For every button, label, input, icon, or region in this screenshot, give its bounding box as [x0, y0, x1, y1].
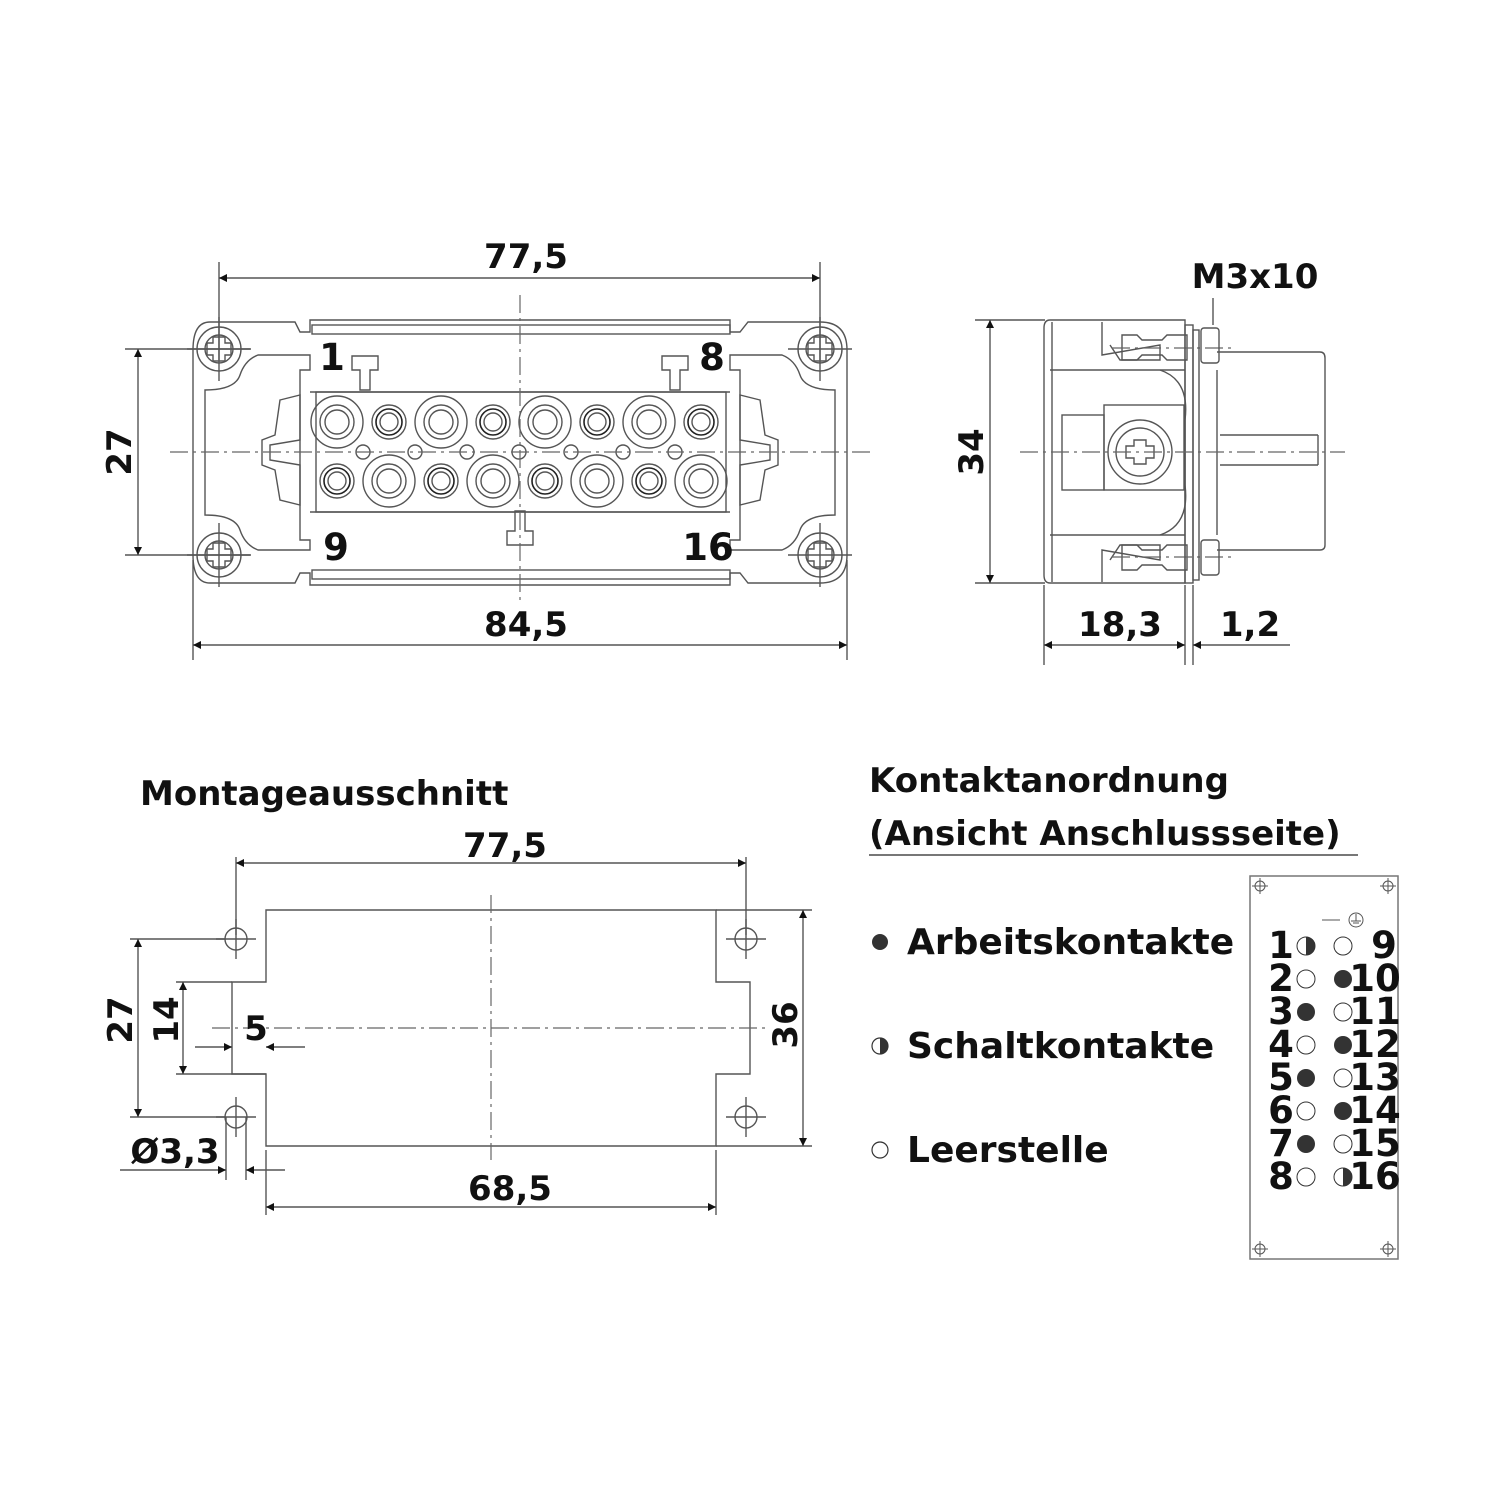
pin-label-10: 10	[1349, 957, 1401, 1000]
front-pin-label-1: 1	[319, 336, 345, 379]
mounting-cutout	[101, 774, 812, 1215]
pin-label-9: 9	[1371, 924, 1397, 967]
pin-label-4: 4	[1268, 1023, 1294, 1066]
ground-icon	[1322, 913, 1363, 927]
cutout-dim-27: 27	[101, 996, 141, 1044]
front-pin-label-16: 16	[682, 526, 734, 569]
contact-title-line2: (Ansicht Anschlussseite)	[869, 814, 1341, 854]
legend-half	[872, 1026, 1214, 1067]
side-view	[952, 257, 1345, 665]
pin-label-7: 7	[1268, 1122, 1294, 1165]
pin-4-empty-icon	[1297, 1036, 1315, 1054]
side-dim-height: 34	[952, 428, 992, 476]
front-dim-top: 77,5	[484, 237, 568, 277]
cutout-dim-5: 5	[244, 1009, 268, 1049]
half-contact-icon	[872, 1038, 888, 1054]
front-pin-label-8: 8	[699, 336, 725, 379]
pin-label-14: 14	[1349, 1089, 1401, 1132]
legend-filled	[872, 922, 1234, 963]
pin-3-filled-icon	[1297, 1003, 1315, 1021]
pin-label-2: 2	[1268, 957, 1294, 1000]
empty-contact-icon	[872, 1142, 888, 1158]
pin-label-3: 3	[1268, 990, 1294, 1033]
pin-7-filled-icon	[1297, 1135, 1315, 1153]
contact-arrangement	[869, 761, 1401, 1259]
cutout-dim-hole: Ø3,3	[130, 1132, 220, 1172]
front-dim-bottom: 84,5	[484, 605, 568, 645]
front-view	[100, 237, 870, 660]
screw-label: M3x10	[1191, 257, 1319, 297]
pin-2-empty-icon	[1297, 970, 1315, 988]
contact-title-line1: Kontaktanordnung	[869, 761, 1229, 801]
legend-label-schaltkontakte: Schaltkontakte	[907, 1026, 1215, 1067]
pin-label-15: 15	[1349, 1122, 1401, 1165]
pin-1-half-icon	[1297, 937, 1315, 955]
cutout-dim-36: 36	[766, 1001, 806, 1049]
legend-label-arbeitskontakte: Arbeitskontakte	[907, 922, 1235, 963]
pin-label-13: 13	[1349, 1056, 1401, 1099]
pin-label-11: 11	[1349, 990, 1401, 1033]
pin-6-empty-icon	[1297, 1102, 1315, 1120]
front-dim-left: 27	[100, 428, 140, 476]
cutout-title: Montageausschnitt	[140, 774, 509, 814]
pin-5-filled-icon	[1297, 1069, 1315, 1087]
pin-label-5: 5	[1268, 1056, 1294, 1099]
legend-label-leerstelle: Leerstelle	[907, 1130, 1109, 1171]
filled-contact-icon	[872, 934, 888, 950]
cutout-dim-bottom: 68,5	[468, 1169, 552, 1209]
cutout-dim-14: 14	[147, 996, 187, 1044]
cutout-dim-top: 77,5	[463, 826, 547, 866]
side-dim-depth: 18,3	[1078, 605, 1162, 645]
pin-label-16: 16	[1349, 1155, 1401, 1198]
side-dim-flange: 1,2	[1219, 605, 1281, 645]
legend-empty	[872, 1130, 1109, 1171]
pin-label-8: 8	[1268, 1155, 1294, 1198]
pin-label-6: 6	[1268, 1089, 1294, 1132]
pin-8-empty-icon	[1297, 1168, 1315, 1186]
pin-label-1: 1	[1268, 924, 1294, 967]
pin-9-empty-icon	[1334, 937, 1352, 955]
pin-label-12: 12	[1349, 1023, 1401, 1066]
front-pin-label-9: 9	[323, 526, 349, 569]
